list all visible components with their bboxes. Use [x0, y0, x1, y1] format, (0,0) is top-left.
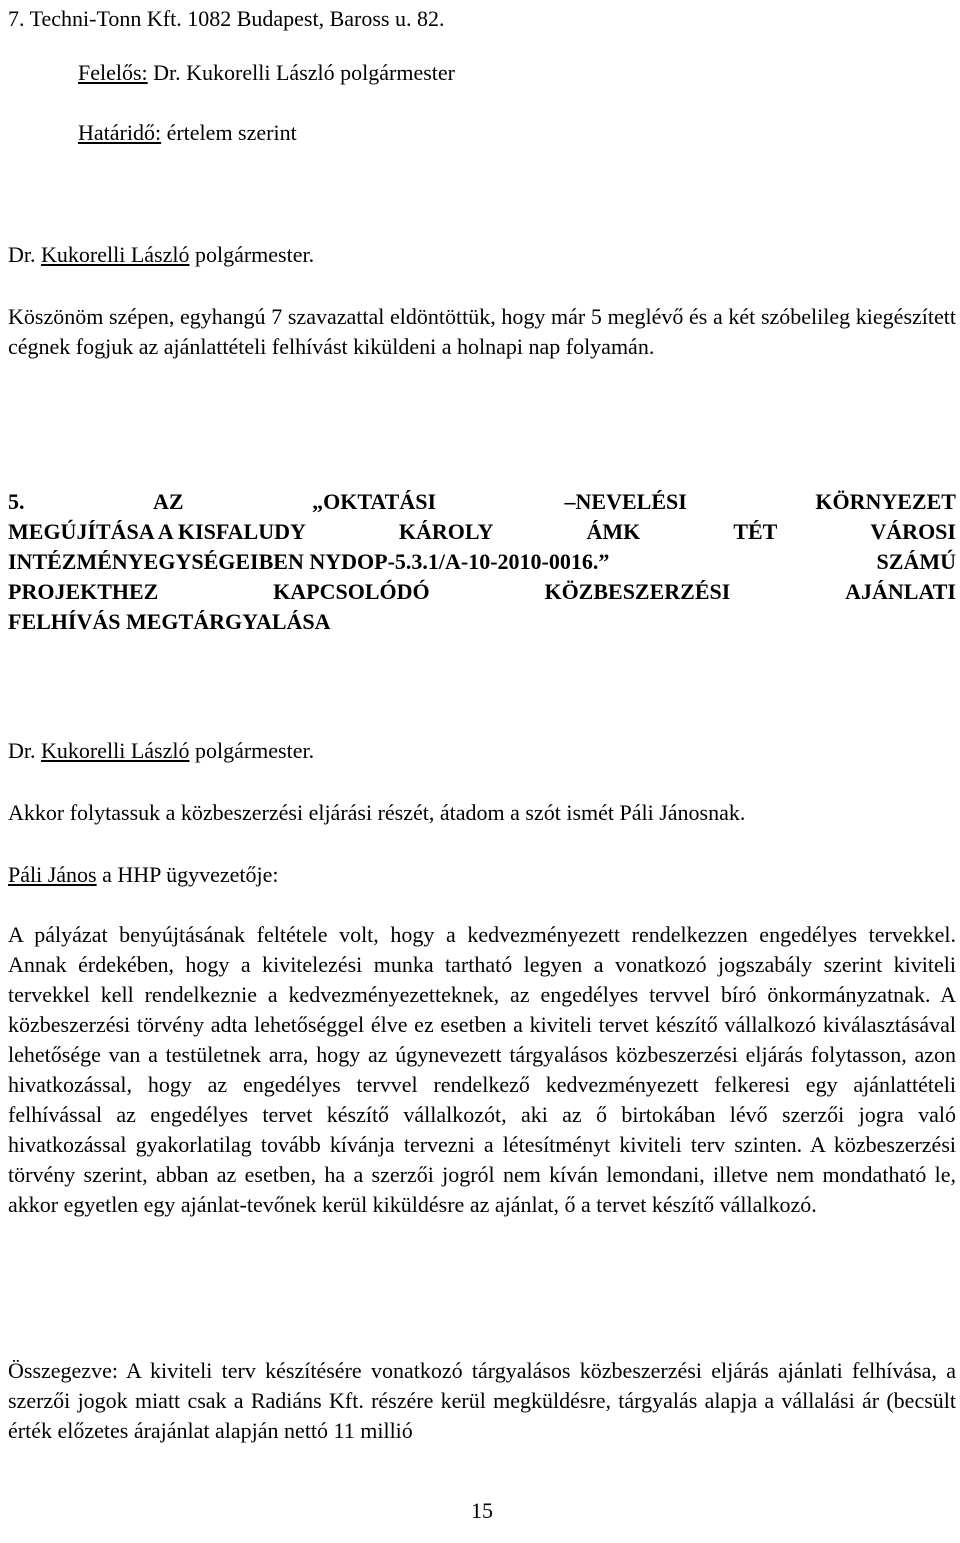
responsible-value: Dr. Kukorelli László polgármester: [147, 60, 455, 85]
speaker-title: Dr.: [8, 242, 36, 267]
heading-word: KÁROLY: [398, 519, 494, 544]
speaker-role: polgármester.: [189, 738, 315, 763]
heading-line: [8, 517, 956, 547]
speaker-title: Dr.: [8, 738, 36, 763]
paragraph: Köszönöm szépen, egyhangú 7 szavazattal eldöntöttük, hogy már 5 meglévő és a két szóbelileg kiegészített cégnek fogjuk az ajánlattételi felhívást kiküldeni a holnapi nap folyamán.: [8, 304, 956, 359]
heading-line: [8, 487, 956, 517]
agenda-heading: [8, 487, 956, 637]
heading-word: ÁMK: [586, 519, 641, 544]
heading-word: –NEVELÉSI: [564, 489, 687, 514]
speaker-name: Kukorelli László: [41, 242, 190, 267]
heading-word: AJÁNLATI: [845, 579, 956, 604]
heading-word: TÉT: [733, 519, 778, 544]
paragraph: Akkor folytassuk a közbeszerzési eljárási részét, átadom a szót ismét Páli Jánosnak.: [8, 800, 746, 825]
heading-line: [8, 607, 956, 637]
speaker-name: Páli János: [8, 862, 97, 887]
deadline-value: értelem szerint: [161, 120, 297, 145]
deadline-label: Határidő:: [78, 120, 162, 145]
heading-word: KÖRNYEZET: [815, 489, 956, 514]
heading-line: [8, 577, 956, 607]
responsible-line: [78, 58, 455, 88]
heading-word: KAPCSOLÓDÓ: [273, 579, 430, 604]
heading-word: VÁROSI: [870, 519, 956, 544]
speaker-role: a HHP ügyvezetője:: [96, 862, 279, 887]
heading-word: MEGÚJÍTÁSA A KISFALUDY: [8, 519, 306, 544]
page-number: 15: [471, 1498, 493, 1523]
speaker-role: polgármester.: [189, 242, 315, 267]
speaker-heading: [8, 240, 314, 270]
heading-word: PROJEKTHEZ: [8, 579, 159, 604]
heading-word: KÖZBESZERZÉSI: [544, 579, 731, 604]
speaker-heading: [8, 736, 314, 766]
responsible-label: Felelős:: [78, 60, 148, 85]
list-item-7: 7. Techni-Tonn Kft. 1082 Budapest, Baross u. 82.: [8, 6, 445, 31]
paragraph: A pályázat benyújtásának feltétele volt, hogy a kedvezményezett rendelkezzen engedélyes tervekkel. Annak érdekében, hogy a kivitelezési munka tartható legyen a vonatkozó jogszabály szerint kiviteli tervekkel kell rendelkeznie a kedvezményezetteknek, az engedélyes tervvel bíró önkormányzatnak. A közbeszerzési törvény adta lehetőséggel élve ez esetben a kiviteli tervet készítő vállalkozó kiválasztásával lehetősége van a testületnek arra, hogy az úgynevezett tárgyalásos közbeszerzési eljárás folytasson, azon hivatkozással, hogy az engedélyes tervvel rendelkező kedvezményezett felkeresi egy ajánlattételi felhívással az engedélyes tervet készítő vállalkozót, aki az ő birtokában lévő szerzői jogra való hivatkozással gyakorlatilag tovább kívánja tervezni a létesítményt kiviteli terv szinten. A közbeszerzési törvény szerint, abban az esetben, ha a szerzői jogról nem kíván lemondani, illetve nem mondatható le, akkor egyetlen egy ajánlat-tevőnek kerül kiküldésre az ajánlat, ő a tervet készítő vállalkozó.: [8, 922, 956, 1217]
speaker-name: Kukorelli László: [41, 738, 190, 763]
heading-word: AZ: [153, 489, 184, 514]
paragraph: Összegezve: A kiviteli terv készítésére vonatkozó tárgyalásos közbeszerzési eljárás ajánlati felhívása, a szerzői jogok miatt csak a Radiáns Kft. részére kerül megküldésre, tárgyalás alapja a vállalási ár (becsült érték előzetes árajánlat alapján nettó 11 millió: [8, 1358, 956, 1443]
heading-word: SZÁMÚ: [876, 549, 956, 574]
heading-word: „OKTATÁSI: [312, 489, 437, 514]
heading-word: 5.: [8, 489, 25, 514]
deadline-line: [78, 118, 297, 148]
heading-word: FELHÍVÁS MEGTÁRGYALÁSA: [8, 609, 331, 634]
heading-word: INTÉZMÉNYEGYSÉGEIBEN NYDOP-5.3.1/A-10-2010-0016.”: [8, 549, 610, 574]
heading-line: [8, 547, 956, 577]
speaker-heading: [8, 860, 278, 890]
